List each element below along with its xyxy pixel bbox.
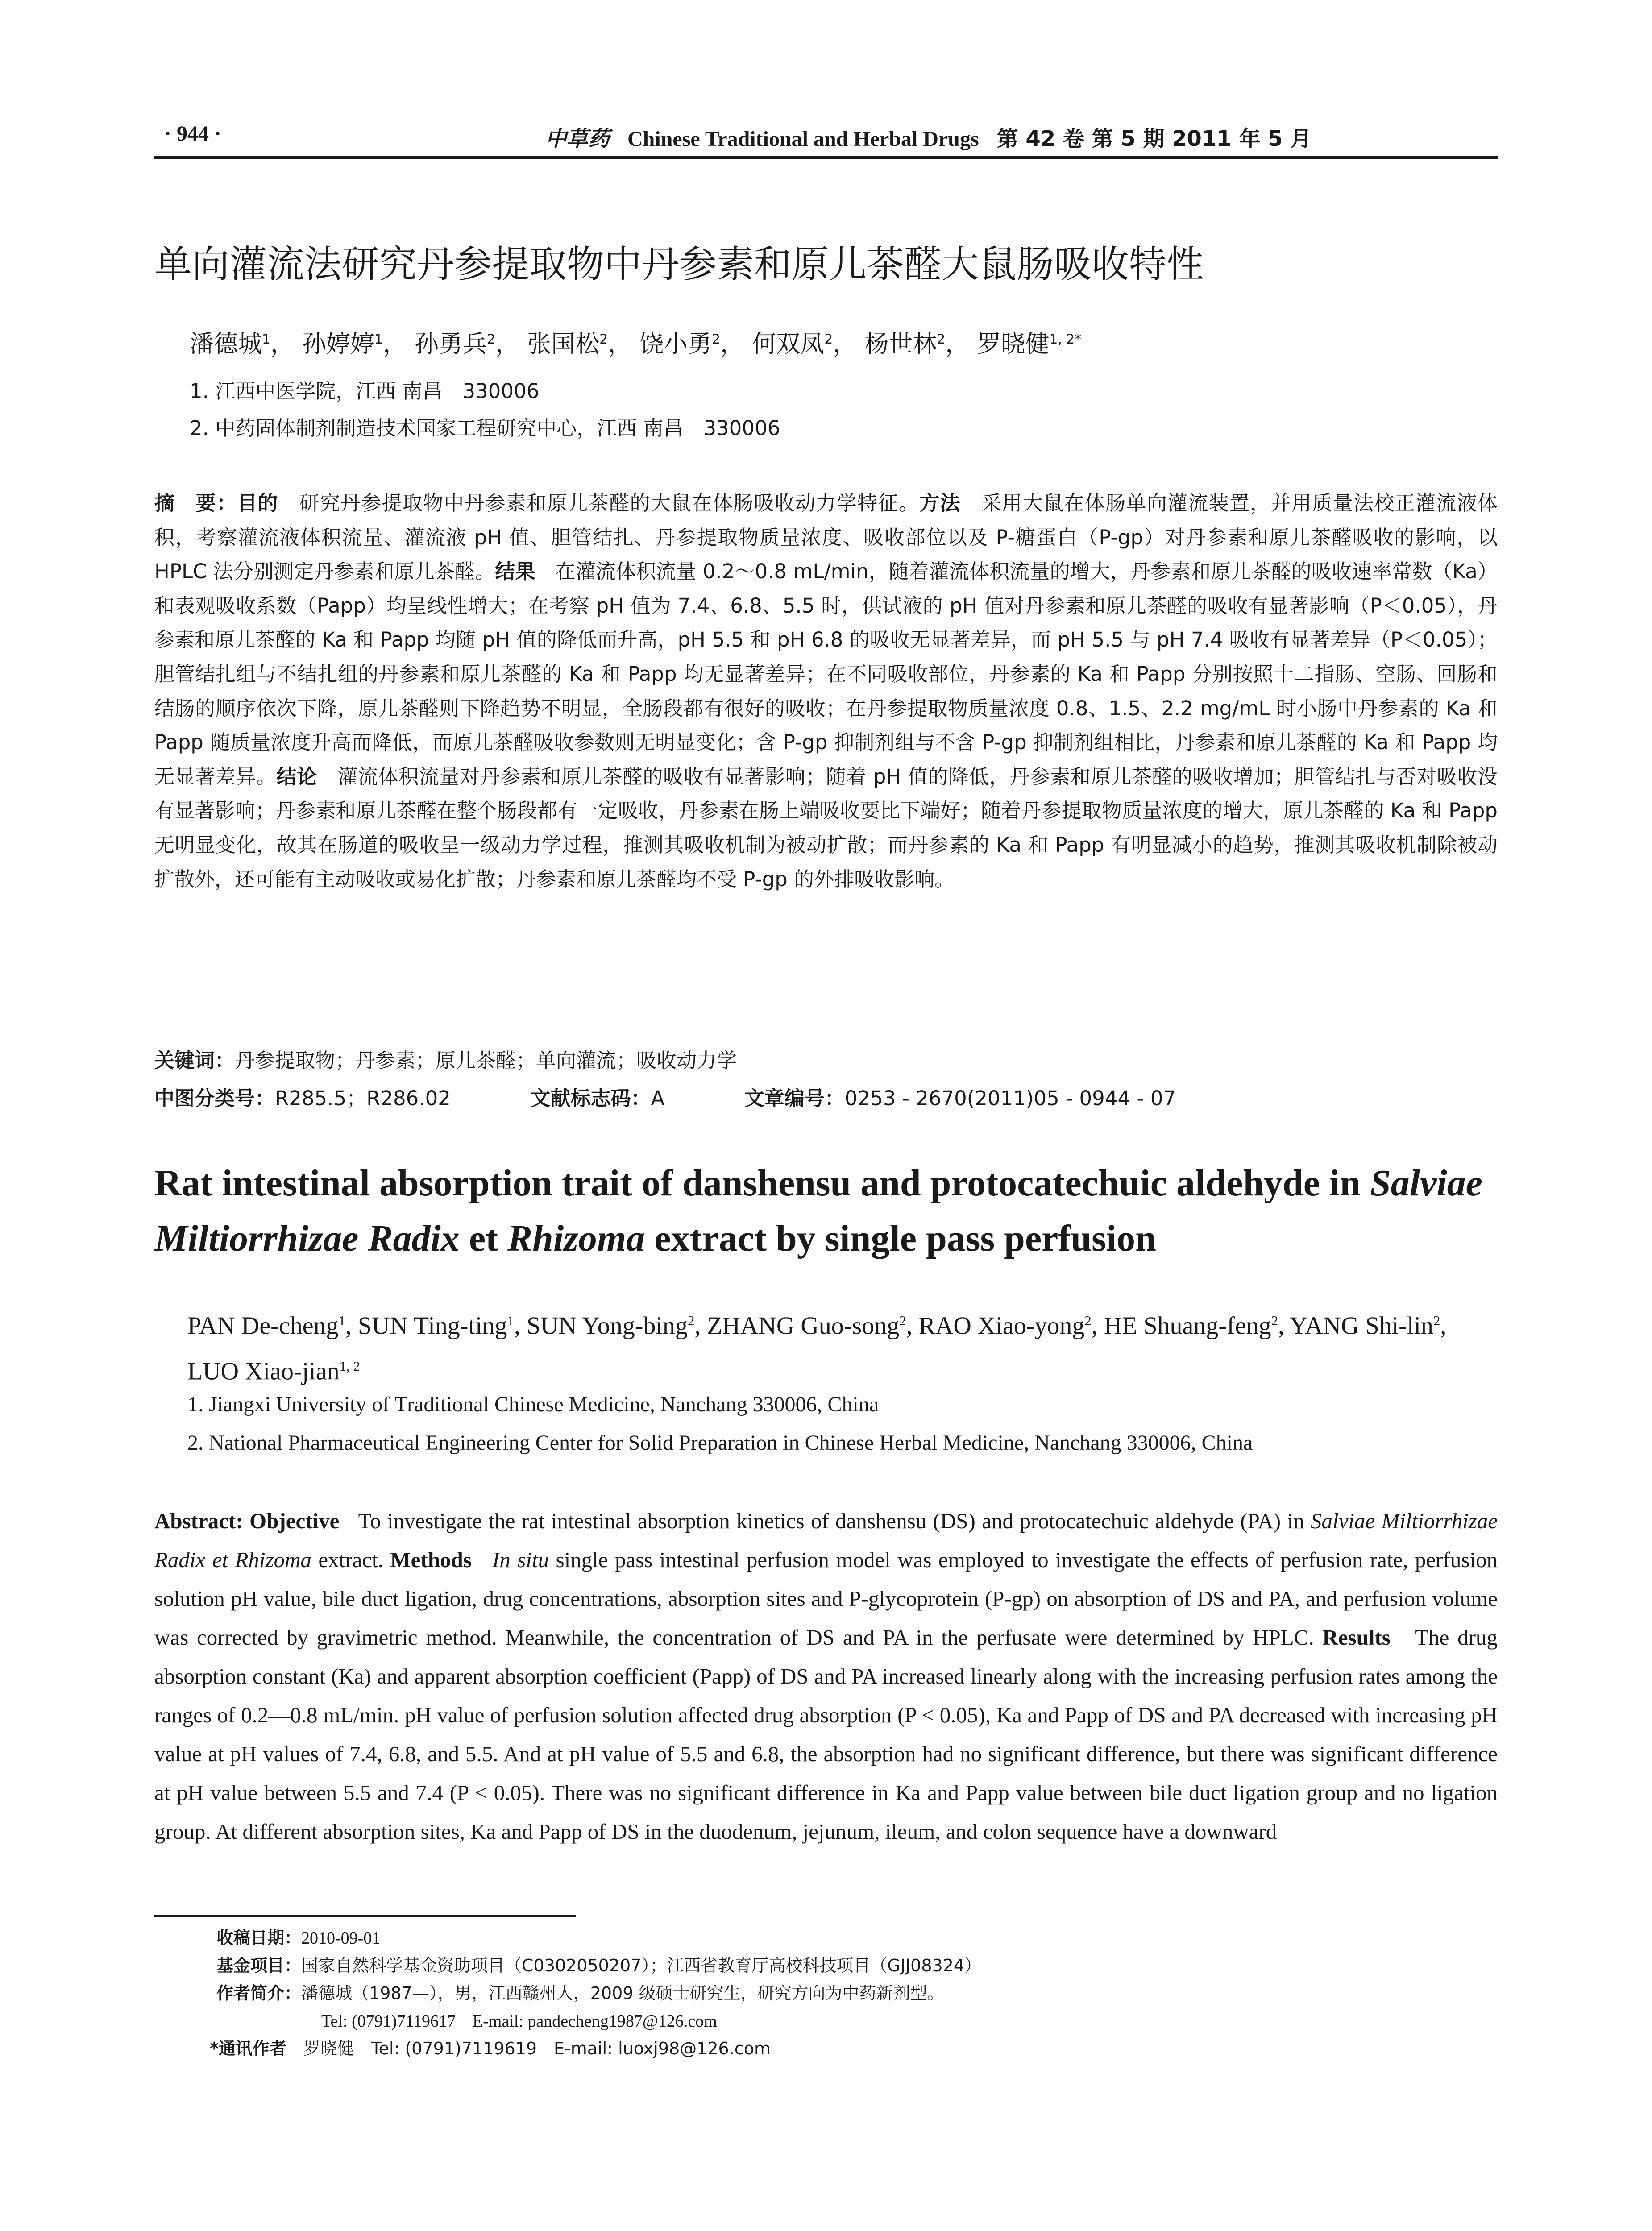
bio-label: 作者简介： (216, 1983, 302, 2003)
journal-title (545, 121, 1312, 152)
journal-issue: 第 42 卷 第 5 期 2011 年 5 月 (996, 126, 1312, 151)
conclusion-label: 结论 (276, 764, 317, 788)
author-aff: 2 (1271, 1313, 1278, 1328)
footnote-rule (154, 1915, 576, 1917)
footnote-bio-contact: Tel: (0791)7119617 E-mail: pandecheng1987@126.com (321, 2012, 717, 2031)
results-text: 在灌流体积流量 0.2～0.8 mL/min，随着灌流体积流量的增大，丹参素和原儿茶醛的吸收速率常数（Ka）和表观吸收系数（Papp）均呈线性增大；在考察 pH 值为 7.4、6.8、5.5 时，供试液的 pH 值对丹参素和原儿茶醛的吸收有显著影响（P＜0.05），丹参素和原儿茶醛的 Ka 和 Papp 均随 pH 值的降低而升高，pH 5.5 和 pH 6.8 的吸收无显著差异，而 pH 5.5 与 pH 7.4 吸收有显著差异（P＜0.05）；胆管结扎组与不结扎组的丹参素和原儿茶醛的 Ka 和 Papp 均无显著差异；在不同吸收部位，丹参素的 Ka 和 Papp 分别按照十二指肠、空肠、回肠和结肠的顺序依次下降，原儿茶醛则下降趋势不明显，全肠段都有很好的吸收；在丹参提取物质量浓度 0.8、1.5、2.2 mg/mL 时小肠中丹参素的 Ka 和 Papp 随质量浓度升高而降低，而原儿茶醛吸收参数则无明显变化；含 P-gp 抑制剂组与不含 P-gp 抑制剂组相比，丹参素和原儿茶醛的 Ka 和 Papp 均无显著差异。 (154, 560, 1498, 788)
author-name: 潘德城 (190, 330, 262, 358)
author-name: ZHANG Guo-song (707, 1312, 900, 1340)
author-name: HE Shuang-feng (1104, 1312, 1271, 1340)
journal-title-cn: 中草药 (545, 126, 610, 151)
author-name: 罗晓健 (977, 330, 1050, 358)
objective-label: 目的 (237, 491, 278, 515)
author-name: YANG Shi-lin (1289, 1312, 1433, 1340)
author-aff: 2 (937, 332, 946, 347)
methods-en-text: single pass intestinal perfusion model was employed to investigate the effects of perfusion rate, perfusion solution pH value, bile duct ligation, drug concentrations, absorption sites and P-glycoprotein (P-gp) on absorption of DS and PA, and perfusion volume was corrected by gravimetric method. Meanwhile, the concentration of DS and PA in the perfusate were determined by HPLC. (154, 1547, 1498, 1650)
author-aff: 1, 2 (339, 1358, 360, 1374)
author-name: 何双凤 (752, 330, 825, 358)
objective-en-italic: Salviae Miltiorrhizae Radix et Rhizoma (154, 1509, 1498, 1572)
article-title-en (154, 1156, 1498, 1266)
author-name: LUO Xiao-jian (187, 1357, 340, 1385)
author-aff: 2 (824, 332, 833, 347)
conclusion-text: 灌流体积流量对丹参素和原儿茶醛的吸收有显著影响；随着 pH 值的降低，丹参素和原儿茶醛的吸收增加；胆管结扎与否对吸收没有显著影响；丹参素和原儿茶醛在整个肠段都有一定吸收，丹参素在肠上端吸收要比下端好；随着丹参提取物质量浓度的增大，原儿茶醛的 Ka 和 Papp 无明显变化，故其在肠道的吸收呈一级动力学过程，推测其吸收机制为被动扩散；而丹参素的 Ka 和 Papp 有明显减小的趋势，推测其吸收机制除被动扩散外，还可能有主动吸收或易化扩散；丹参素和原儿茶醛均不受 P-gp 的外排吸收影响。 (154, 764, 1498, 891)
footnote-received (216, 1924, 380, 1949)
title-en-italic: Salviae (1370, 1162, 1483, 1204)
objective-en-label: Objective (249, 1509, 340, 1533)
author-name: PAN De-cheng (187, 1312, 339, 1340)
abstract-en (154, 1501, 1498, 1851)
author-aff: 2 (1084, 1313, 1092, 1328)
methods-en-italic: In situ (492, 1547, 549, 1572)
author-aff: 1, 2* (1049, 332, 1081, 347)
abstract-en-label: Abstract: (154, 1509, 243, 1533)
results-en-label: Results (1322, 1625, 1391, 1650)
affiliation-en-1: 1. Jiangxi University of Traditional Chinese Medicine, Nanchang 330006, China (187, 1393, 879, 1416)
author-aff: 1 (262, 332, 270, 347)
classification-line (154, 1082, 1176, 1111)
journal-title-en: Chinese Traditional and Herbal Drugs (627, 127, 979, 151)
article-no-value: 0253 - 2670(2011)05 - 0944 - 07 (844, 1086, 1176, 1110)
title-en-italic: Rhizoma (507, 1218, 645, 1259)
author-name: 饶小勇 (639, 330, 712, 358)
results-label: 结果 (495, 560, 535, 584)
header-rule (154, 156, 1498, 159)
clc-value: R285.5；R286.02 (275, 1086, 451, 1110)
author-aff: 2 (487, 332, 496, 347)
keywords: 丹参提取物；丹参素；原儿茶醛；单向灌流；吸收动力学 (235, 1049, 737, 1072)
methods-label: 方法 (919, 491, 961, 515)
author-aff: 1 (338, 1313, 345, 1328)
author-aff: 2 (899, 1313, 906, 1328)
author-name: 杨世林 (864, 330, 937, 358)
keywords-line (154, 1044, 737, 1073)
affiliation-cn-1: 1. 江西中医学院，江西 南昌 330006 (190, 379, 540, 403)
author-aff: 1 (507, 1313, 514, 1328)
methods-text: 采用大鼠在体肠单向灌流装置，并用质量法校正灌流液体积，考察灌流液体积流量、灌流液 pH 值、胆管结扎、丹参提取物质量浓度、吸收部位以及 P-糖蛋白（P-gp）对丹参素和原儿茶醛吸收的影响，以 HPLC 法分别测定丹参素和原儿茶醛。 (154, 491, 1498, 584)
fund-label: 基金项目： (216, 1956, 302, 1975)
objective-en-text: To investigate the rat intestinal absorption kinetics of danshensu (DS) and protocatechuic aldehyde (PA) in (358, 1509, 1304, 1533)
running-header (154, 120, 1498, 155)
footnote-fund (216, 1952, 981, 1976)
author-aff: 2 (1433, 1313, 1440, 1328)
keywords-label: 关键词： (154, 1049, 235, 1072)
doc-code-label: 文献标志码： (530, 1086, 651, 1110)
title-en-part: Rat intestinal absorption trait of danshensu and protocatechuic aldehyde in (154, 1162, 1361, 1204)
author-name: 孙勇兵 (415, 330, 487, 358)
bio-text: 潘德城（1987—），男，江西赣州人，2009 级硕士研究生，研究方向为中药新剂型。 (301, 1983, 944, 2003)
received-date: 2010-09-01 (301, 1929, 381, 1948)
author-name: 张国松 (527, 330, 600, 358)
author-aff: 1 (374, 332, 383, 347)
authors-en: PAN De-cheng$^1$, SUN Ting-ting$^1$, SUN Yong-bing$^2$, ZHANG Guo-song$^2$, RAO Xiao-yong$^2$, HE Shuang-feng$^2$, YANG Shi-lin$^2$, LUO Xiao-jian$^{1, 2}$ (187, 1312, 1447, 1385)
author-aff: 2 (712, 332, 721, 347)
footnote-corresponding (210, 2035, 771, 2059)
received-label: 收稿日期： (216, 1928, 302, 1948)
author-name: 孙婷婷 (302, 330, 375, 358)
doc-code-value: A (651, 1086, 665, 1110)
title-en-part: et (469, 1218, 498, 1259)
abstract-cn (154, 486, 1498, 896)
methods-en-label: Methods (390, 1547, 472, 1572)
corr-label: *通讯作者 (210, 2039, 286, 2058)
objective-text: 研究丹参提取物中丹参素和原儿茶醛的大鼠在体肠吸收动力学特征。 (299, 491, 920, 515)
objective-en-end: extract. (318, 1547, 383, 1572)
corr-text: 罗晓健 Tel: (0791)7119619 E-mail: luoxj98@126.com (303, 2039, 771, 2058)
page-number: · 944 · (164, 122, 222, 145)
results-en-text: The drug absorption constant (Ka) and apparent absorption coefficient (Papp) of DS and PA increased linearly along with the increasing perfusion rates among the ranges of 0.2—0.8 mL/min. pH value of perfusion solution affected drug absorption (P < 0.05), Ka and Papp of DS and PA decreased with increasing pH value at pH values of 7.4, 6.8, and 5.5. And at pH value of 5.5 and 6.8, the absorption had no significant difference, but there was significant difference at pH value between 5.5 and 7.4 (P < 0.05). There was no significant difference in Ka and Papp value between bile duct ligation group and no ligation group. At different absorption sites, Ka and Papp of DS in the duodenum, jejunum, ileum, and colon sequence have a downward (154, 1625, 1498, 1844)
footnote-bio (216, 1979, 944, 2004)
title-en-part: extract by single pass perfusion (654, 1218, 1156, 1259)
author-name: SUN Yong-bing (526, 1312, 688, 1340)
fund-text: 国家自然科学基金资助项目（C0302050207）；江西省教育厅高校科技项目（GJJ08324） (301, 1956, 982, 1975)
clc-label: 中图分类号： (154, 1086, 275, 1110)
author-name: RAO Xiao-yong (918, 1312, 1085, 1340)
affiliation-cn-2: 2. 中药固体制剂制造技术国家工程研究中心，江西 南昌 330006 (190, 416, 780, 440)
authors-cn: 潘德城$^1$， 孙婷婷$^1$， 孙勇兵$^2$， 张国松$^2$， 饶小勇$^2$， 何双凤$^2$， 杨世林$^2$， 罗晓健$^{1, 2*}$ (190, 330, 1081, 358)
article-title-cn: 单向灌流法研究丹参提取物中丹参素和原儿茶醛大鼠肠吸收特性 (154, 242, 1204, 286)
article-no-label: 文章编号： (744, 1086, 845, 1110)
author-aff: 2 (687, 1313, 695, 1328)
affiliation-en-2: 2. National Pharmaceutical Engineering Center for Solid Preparation in Chinese Herbal Medicine, Nanchang 330006, China (187, 1431, 1253, 1455)
title-en-italic: Miltiorrhizae Radix (154, 1218, 460, 1259)
author-name: SUN Ting-ting (357, 1312, 507, 1340)
abstract-label: 摘 要： (154, 491, 237, 515)
author-aff: 2 (599, 332, 608, 347)
